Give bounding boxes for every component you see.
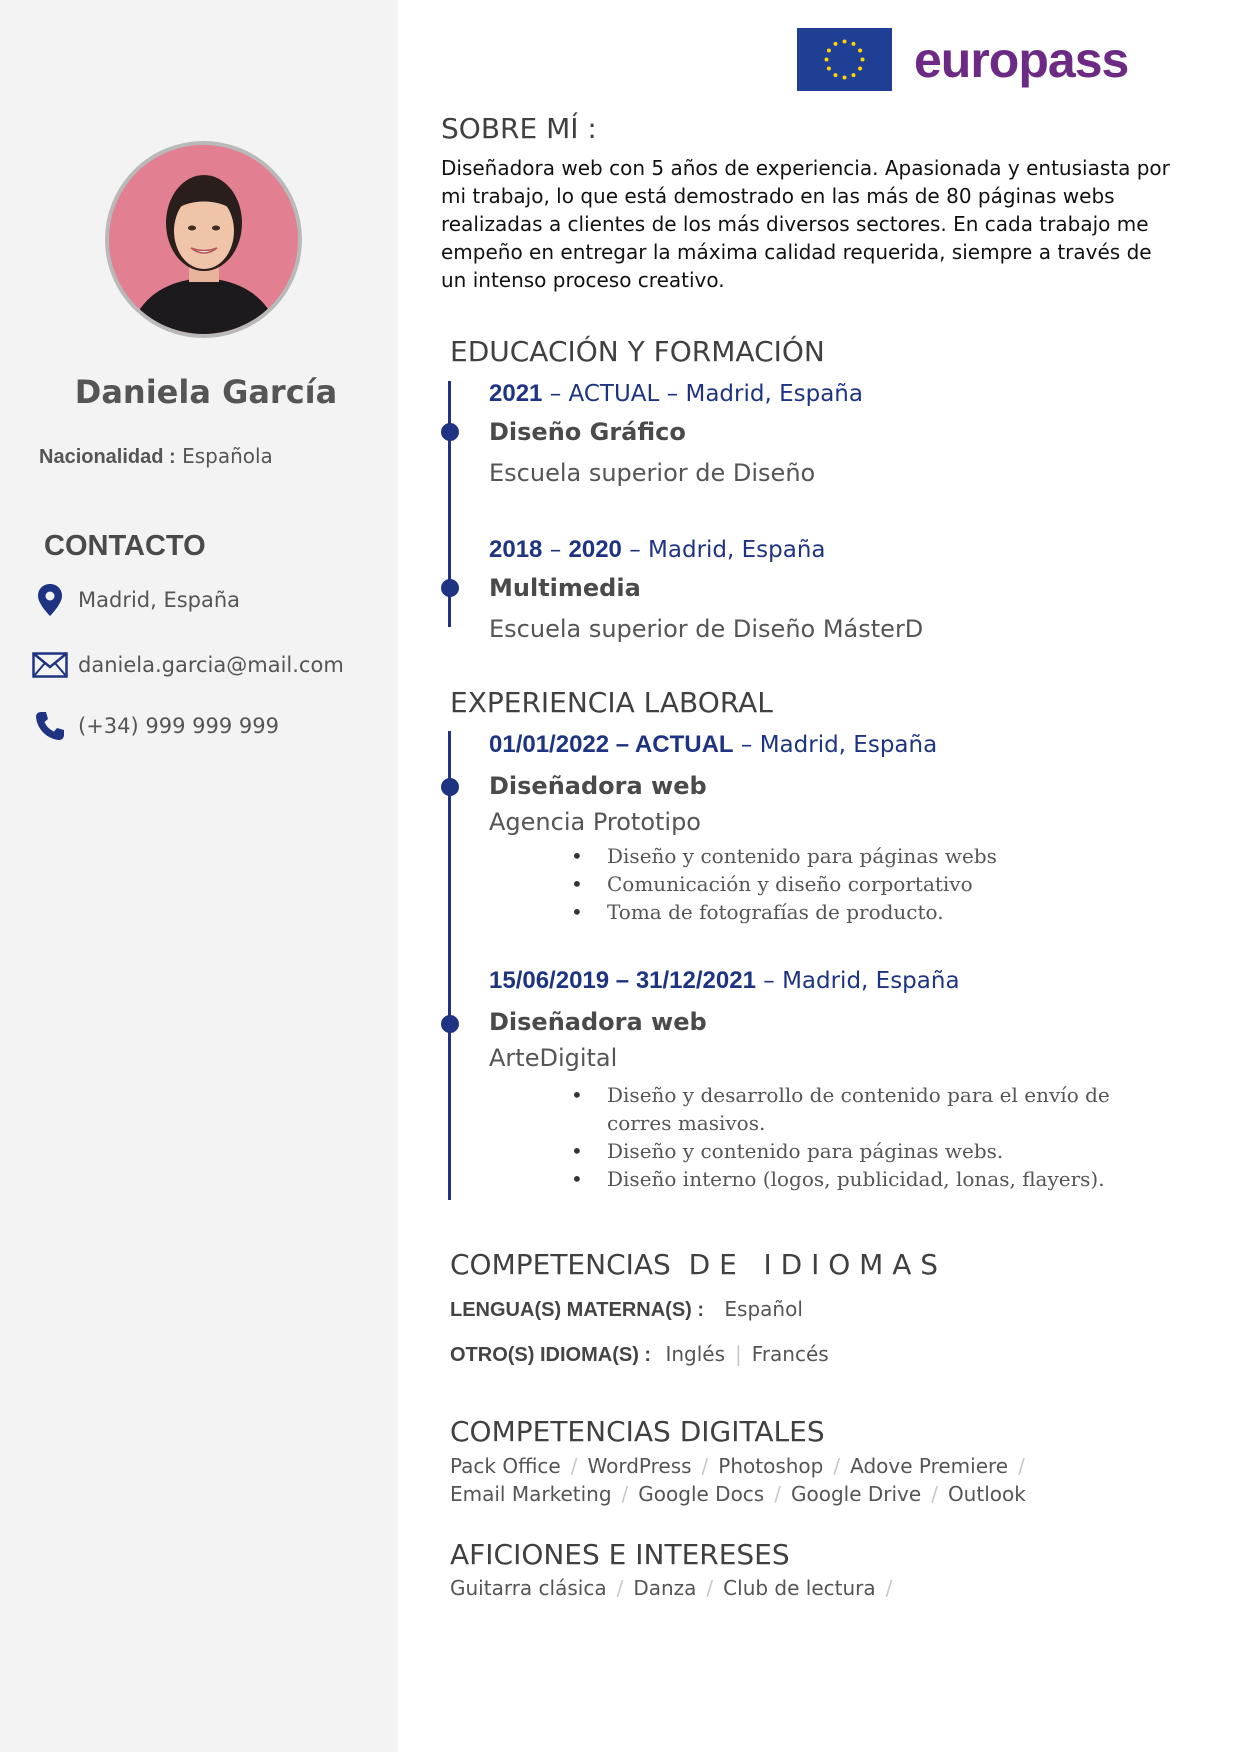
contact-phone-text[interactable]: (+34) 999 999 999 — [78, 714, 279, 738]
experience-date-1: 01/01/2022 – ACTUAL – Madrid, España — [489, 731, 938, 758]
experience-heading: EXPERIENCIA LABORAL — [450, 686, 773, 719]
list-item: • Diseño y desarrollo de contenido para el envío de corres masivos. — [565, 1081, 1125, 1137]
digital-skills-line-2: Email Marketing / Google Docs / Google Drive / Outlook — [450, 1482, 1026, 1506]
date-end: 31/12/2021 — [635, 967, 756, 994]
experience-org-2: ArteDigital — [489, 1044, 618, 1072]
skill-item: WordPress — [587, 1454, 692, 1478]
experience-org-1: Agencia Prototipo — [489, 808, 701, 836]
mother-tongue-row — [450, 1297, 803, 1322]
hobby-item: Guitarra clásica — [450, 1576, 607, 1600]
list-item: • Diseño interno (logos, publicidad, lonas, flayers). — [565, 1165, 1125, 1193]
contact-email[interactable] — [30, 645, 344, 685]
location-pin-icon — [30, 580, 70, 620]
skill-item: Google Docs — [638, 1482, 765, 1506]
skill-item: Outlook — [947, 1482, 1026, 1506]
phone-icon — [30, 706, 70, 746]
other-languages-label: OTRO(S) IDIOMA(S) : — [450, 1344, 652, 1366]
digital-skills-line-1: Pack Office / WordPress / Photoshop / Adove Premiere / — [450, 1454, 1025, 1478]
experience-title-2: Diseñadora web — [489, 1008, 707, 1036]
list-item: • Toma de fotografías de producto. — [565, 898, 1125, 926]
education-org-1: Escuela superior de Diseño — [489, 459, 816, 487]
skill-item: Photoshop — [718, 1454, 824, 1478]
date-start: 2021 — [489, 380, 543, 407]
timeline-dot — [441, 579, 459, 597]
about-text: Diseñadora web con 5 años de experiencia. Apasionada y entusiasta por mi trabajo, lo que está demostrado en las más de 80 páginas webs realizadas a clientes de los más diversos sectores. En cada trabajo me empeño en entregar la máxima calidad requerida, siempre a través de un intenso proceso creativo. — [441, 156, 1170, 292]
education-heading: EDUCACIÓN Y FORMACIÓN — [450, 335, 825, 368]
education-date-2: 2018 – 2020 – Madrid, España — [489, 536, 826, 563]
nationality — [39, 444, 273, 469]
profile-photo — [105, 141, 302, 338]
sidebar — [0, 0, 398, 1752]
person-portrait-icon — [109, 145, 298, 334]
date-location: Madrid, España — [648, 537, 826, 563]
list-item: • Diseño y contenido para páginas webs — [565, 842, 1125, 870]
hobby-item: Danza — [633, 1576, 697, 1600]
education-title-1: Diseño Gráfico — [489, 418, 686, 446]
contact-email-text[interactable]: daniela.garcia@mail.com — [78, 653, 344, 677]
mother-tongue-value: Español — [724, 1297, 803, 1321]
other-language: Inglés — [665, 1342, 726, 1366]
experience-bullets-1 — [565, 842, 1125, 926]
mother-tongue-label: LENGUA(S) MATERNA(S) : — [450, 1299, 705, 1321]
skill-item: Email Marketing — [450, 1482, 612, 1506]
timeline-dot — [441, 1015, 459, 1033]
languages-heading: COMPETENCIAS D E I D I O M A S — [450, 1248, 939, 1281]
date-end: ACTUAL — [568, 381, 660, 407]
list-item: • Diseño y contenido para páginas webs. — [565, 1137, 1125, 1165]
skill-item: Pack Office — [450, 1454, 561, 1478]
digital-skills-heading: COMPETENCIAS DIGITALES — [450, 1415, 825, 1448]
date-location: Madrid, España — [685, 381, 863, 407]
europass-wordmark: europass — [914, 31, 1129, 88]
date-end: 2020 — [568, 536, 622, 563]
education-date-1: 2021 – ACTUAL – Madrid, España — [489, 380, 863, 407]
contact-heading: CONTACTO — [44, 530, 206, 562]
date-location: Madrid, España — [759, 732, 938, 758]
timeline-dot — [441, 423, 459, 441]
experience-bullets-2 — [565, 1081, 1125, 1193]
contact-location — [30, 580, 240, 620]
date-end: ACTUAL — [634, 731, 734, 758]
date-start: 2018 — [489, 536, 543, 563]
skill-item: Adove Premiere — [850, 1454, 1009, 1478]
about-heading: SOBRE MÍ : — [441, 112, 597, 145]
education-org-2: Escuela superior de Diseño MásterD — [489, 615, 924, 643]
experience-date-2: 15/06/2019 – 31/12/2021 – Madrid, España — [489, 967, 960, 994]
timeline-dot — [441, 778, 459, 796]
list-item: • Comunicación y diseño corportativo — [565, 870, 1125, 898]
date-start: 15/06/2019 — [489, 967, 610, 994]
education-title-2: Multimedia — [489, 574, 641, 602]
nationality-value: Española — [182, 444, 273, 468]
contact-phone[interactable] — [30, 706, 279, 746]
hobbies-heading: AFICIONES E INTERESES — [450, 1538, 790, 1571]
hobby-item: Club de lectura — [723, 1576, 876, 1600]
date-location: Madrid, España — [782, 968, 960, 994]
date-start: 01/01/2022 — [489, 731, 610, 758]
nationality-label: Nacionalidad : — [39, 446, 176, 468]
separator: | — [735, 1342, 742, 1366]
full-name: Daniela García — [74, 373, 338, 411]
other-language: Francés — [751, 1342, 829, 1366]
eu-flag-icon — [797, 28, 892, 91]
contact-location-text: Madrid, España — [78, 588, 241, 612]
europass-logo — [797, 28, 1128, 91]
experience-timeline — [448, 731, 451, 1200]
hobbies-line: Guitarra clásica / Danza / Club de lectura / — [450, 1576, 893, 1600]
experience-title-1: Diseñadora web — [489, 772, 707, 800]
skill-item: Google Drive — [790, 1482, 922, 1506]
envelope-icon — [30, 645, 70, 685]
other-languages-row — [450, 1342, 829, 1367]
